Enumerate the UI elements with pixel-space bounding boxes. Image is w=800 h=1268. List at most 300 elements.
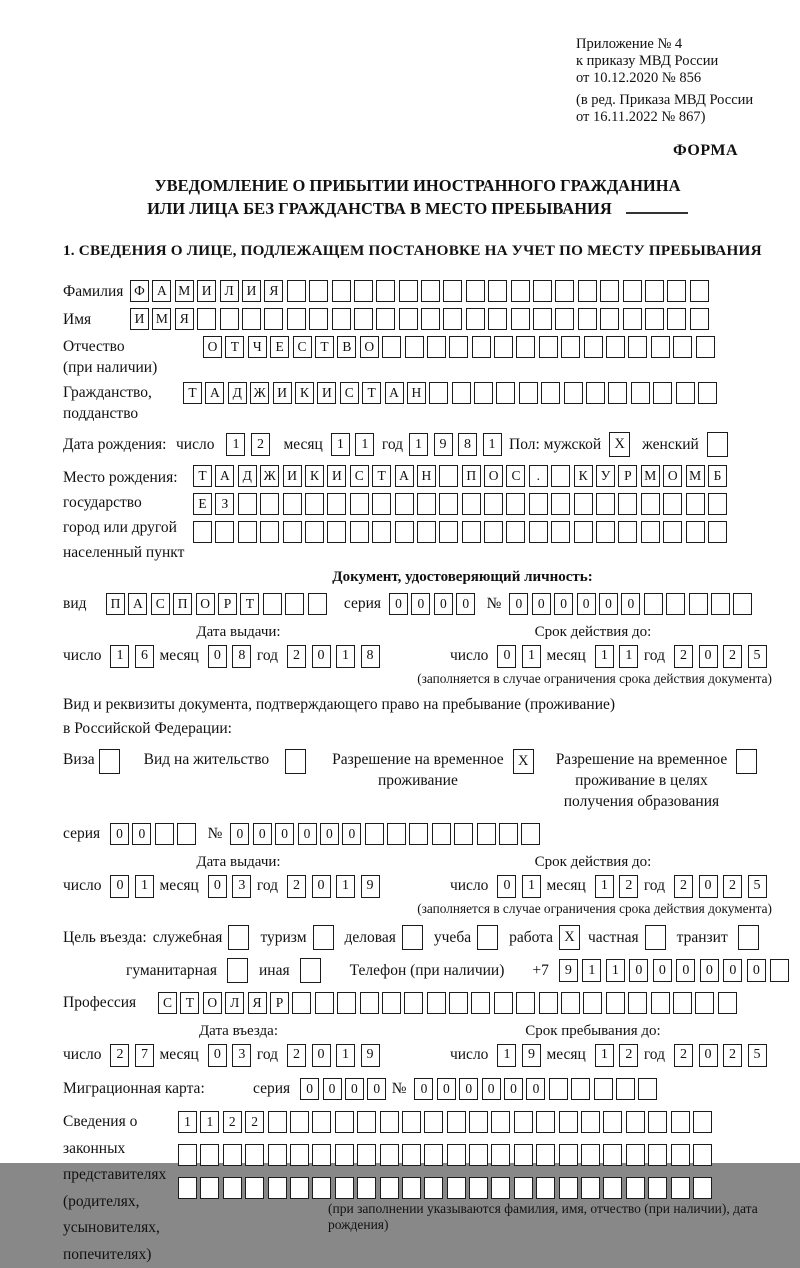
form-cell[interactable] bbox=[268, 1144, 287, 1166]
form-cell[interactable] bbox=[223, 1177, 242, 1199]
form-cell[interactable] bbox=[335, 1144, 354, 1166]
form-cell[interactable] bbox=[312, 1144, 331, 1166]
form-cell[interactable] bbox=[260, 521, 279, 543]
form-cell[interactable] bbox=[424, 1111, 443, 1133]
form-cell[interactable]: С bbox=[340, 382, 359, 404]
form-cell[interactable] bbox=[357, 1177, 376, 1199]
form-cell[interactable]: М bbox=[152, 308, 171, 330]
form-cell[interactable]: Д bbox=[238, 465, 257, 487]
form-cell[interactable]: 5 bbox=[748, 875, 767, 898]
form-cell[interactable]: 2 bbox=[674, 875, 693, 898]
form-cell[interactable] bbox=[263, 593, 282, 615]
form-cell[interactable]: 9 bbox=[522, 1044, 541, 1067]
temporary-residence-education-checkbox[interactable] bbox=[736, 749, 757, 774]
form-cell[interactable]: 0 bbox=[110, 875, 129, 898]
form-cell[interactable] bbox=[354, 280, 373, 302]
form-cell[interactable]: 2 bbox=[223, 1111, 242, 1133]
form-cell[interactable]: 0 bbox=[676, 959, 695, 982]
form-cell[interactable]: 0 bbox=[230, 823, 249, 845]
form-cell[interactable] bbox=[200, 1177, 219, 1199]
form-cell[interactable] bbox=[506, 493, 525, 515]
form-cell[interactable] bbox=[399, 280, 418, 302]
form-cell[interactable] bbox=[644, 593, 663, 615]
form-cell[interactable] bbox=[693, 1177, 712, 1199]
form-cell[interactable]: 0 bbox=[482, 1078, 501, 1100]
form-cell[interactable] bbox=[454, 823, 473, 845]
form-cell[interactable]: 1 bbox=[110, 645, 129, 668]
form-cell[interactable] bbox=[305, 521, 324, 543]
form-cell[interactable]: 6 bbox=[135, 645, 154, 668]
form-cell[interactable] bbox=[616, 1078, 635, 1100]
residence-permit-checkbox[interactable] bbox=[285, 749, 306, 774]
form-cell[interactable]: С bbox=[506, 465, 525, 487]
form-cell[interactable] bbox=[360, 992, 379, 1014]
form-cell[interactable] bbox=[600, 280, 619, 302]
form-cell[interactable] bbox=[533, 308, 552, 330]
form-cell[interactable] bbox=[628, 992, 647, 1014]
form-cell[interactable]: Ж bbox=[250, 382, 269, 404]
form-cell[interactable]: 1 bbox=[595, 875, 614, 898]
form-cell[interactable]: Т bbox=[372, 465, 391, 487]
form-cell[interactable]: 0 bbox=[459, 1078, 478, 1100]
form-cell[interactable] bbox=[641, 493, 660, 515]
form-cell[interactable] bbox=[238, 493, 257, 515]
form-cell[interactable] bbox=[499, 823, 518, 845]
form-cell[interactable] bbox=[223, 1144, 242, 1166]
temporary-residence-checkbox[interactable]: X bbox=[513, 749, 534, 774]
form-cell[interactable]: Е bbox=[270, 336, 289, 358]
form-cell[interactable] bbox=[626, 1177, 645, 1199]
form-cell[interactable] bbox=[264, 308, 283, 330]
form-cell[interactable]: П bbox=[462, 465, 481, 487]
form-cell[interactable] bbox=[711, 593, 730, 615]
form-cell[interactable] bbox=[215, 521, 234, 543]
form-cell[interactable] bbox=[372, 521, 391, 543]
form-cell[interactable] bbox=[529, 493, 548, 515]
form-cell[interactable]: О bbox=[360, 336, 379, 358]
form-cell[interactable] bbox=[309, 280, 328, 302]
form-cell[interactable]: Д bbox=[228, 382, 247, 404]
form-cell[interactable] bbox=[618, 521, 637, 543]
form-cell[interactable]: Я bbox=[248, 992, 267, 1014]
form-cell[interactable] bbox=[676, 382, 695, 404]
form-cell[interactable] bbox=[469, 1177, 488, 1199]
form-cell[interactable]: 1 bbox=[200, 1111, 219, 1133]
form-cell[interactable] bbox=[452, 382, 471, 404]
form-cell[interactable] bbox=[491, 1177, 510, 1199]
form-cell[interactable] bbox=[466, 308, 485, 330]
form-cell[interactable]: 2 bbox=[619, 1044, 638, 1067]
form-cell[interactable] bbox=[488, 280, 507, 302]
form-cell[interactable] bbox=[586, 382, 605, 404]
form-cell[interactable]: Т bbox=[225, 336, 244, 358]
form-cell[interactable]: М bbox=[175, 280, 194, 302]
form-cell[interactable]: 1 bbox=[226, 433, 245, 456]
form-cell[interactable] bbox=[427, 992, 446, 1014]
form-cell[interactable]: 0 bbox=[456, 593, 475, 615]
form-cell[interactable]: 0 bbox=[437, 1078, 456, 1100]
form-cell[interactable] bbox=[519, 382, 538, 404]
form-cell[interactable] bbox=[439, 465, 458, 487]
form-cell[interactable]: 0 bbox=[509, 593, 528, 615]
form-cell[interactable] bbox=[238, 521, 257, 543]
purpose-transit-checkbox[interactable] bbox=[738, 925, 759, 950]
form-cell[interactable]: Я bbox=[264, 280, 283, 302]
form-cell[interactable] bbox=[488, 308, 507, 330]
form-cell[interactable] bbox=[429, 382, 448, 404]
form-cell[interactable]: 0 bbox=[312, 1044, 331, 1067]
form-cell[interactable] bbox=[496, 382, 515, 404]
form-cell[interactable] bbox=[663, 493, 682, 515]
form-cell[interactable]: И bbox=[130, 308, 149, 330]
form-cell[interactable]: Р bbox=[218, 593, 237, 615]
form-cell[interactable] bbox=[283, 493, 302, 515]
form-cell[interactable] bbox=[200, 1144, 219, 1166]
form-cell[interactable] bbox=[651, 992, 670, 1014]
form-cell[interactable]: 0 bbox=[312, 875, 331, 898]
form-cell[interactable] bbox=[178, 1144, 197, 1166]
form-cell[interactable] bbox=[354, 308, 373, 330]
form-cell[interactable] bbox=[395, 521, 414, 543]
form-cell[interactable] bbox=[516, 336, 535, 358]
form-cell[interactable]: К bbox=[305, 465, 324, 487]
form-cell[interactable] bbox=[733, 593, 752, 615]
form-cell[interactable]: К bbox=[295, 382, 314, 404]
form-cell[interactable] bbox=[402, 1177, 421, 1199]
form-cell[interactable] bbox=[285, 593, 304, 615]
form-cell[interactable] bbox=[686, 521, 705, 543]
form-cell[interactable]: 1 bbox=[409, 433, 428, 456]
form-cell[interactable] bbox=[287, 280, 306, 302]
form-cell[interactable] bbox=[439, 493, 458, 515]
form-cell[interactable] bbox=[521, 823, 540, 845]
form-cell[interactable]: 0 bbox=[208, 645, 227, 668]
form-cell[interactable]: 1 bbox=[336, 875, 355, 898]
form-cell[interactable]: 3 bbox=[232, 875, 251, 898]
form-cell[interactable] bbox=[421, 308, 440, 330]
form-cell[interactable] bbox=[581, 1177, 600, 1199]
form-cell[interactable] bbox=[608, 382, 627, 404]
form-cell[interactable] bbox=[462, 493, 481, 515]
form-cell[interactable]: 2 bbox=[110, 1044, 129, 1067]
form-cell[interactable]: 2 bbox=[287, 1044, 306, 1067]
form-cell[interactable]: 0 bbox=[699, 645, 718, 668]
form-cell[interactable] bbox=[402, 1111, 421, 1133]
form-cell[interactable] bbox=[308, 593, 327, 615]
form-cell[interactable] bbox=[474, 382, 493, 404]
form-cell[interactable] bbox=[603, 1144, 622, 1166]
form-cell[interactable] bbox=[357, 1144, 376, 1166]
form-cell[interactable]: 0 bbox=[342, 823, 361, 845]
form-cell[interactable] bbox=[404, 992, 423, 1014]
form-cell[interactable]: О bbox=[484, 465, 503, 487]
form-cell[interactable] bbox=[578, 308, 597, 330]
form-cell[interactable]: 0 bbox=[434, 593, 453, 615]
form-cell[interactable] bbox=[631, 382, 650, 404]
form-cell[interactable]: С bbox=[293, 336, 312, 358]
form-cell[interactable] bbox=[424, 1144, 443, 1166]
purpose-humanitarian-checkbox[interactable] bbox=[227, 958, 248, 983]
form-cell[interactable] bbox=[648, 1111, 667, 1133]
form-cell[interactable] bbox=[603, 1111, 622, 1133]
form-cell[interactable]: 0 bbox=[497, 645, 516, 668]
form-cell[interactable]: 2 bbox=[287, 875, 306, 898]
form-cell[interactable]: . bbox=[529, 465, 548, 487]
form-cell[interactable]: Т bbox=[180, 992, 199, 1014]
form-cell[interactable] bbox=[312, 1111, 331, 1133]
form-cell[interactable] bbox=[350, 521, 369, 543]
form-cell[interactable]: 0 bbox=[275, 823, 294, 845]
form-cell[interactable] bbox=[469, 1144, 488, 1166]
form-cell[interactable]: Ч bbox=[248, 336, 267, 358]
form-cell[interactable] bbox=[536, 1177, 555, 1199]
form-cell[interactable]: О bbox=[203, 336, 222, 358]
form-cell[interactable] bbox=[376, 308, 395, 330]
form-cell[interactable] bbox=[561, 336, 580, 358]
form-cell[interactable]: 1 bbox=[582, 959, 601, 982]
form-cell[interactable] bbox=[484, 521, 503, 543]
form-cell[interactable] bbox=[268, 1177, 287, 1199]
form-cell[interactable]: Т bbox=[183, 382, 202, 404]
form-cell[interactable]: 0 bbox=[208, 1044, 227, 1067]
form-cell[interactable]: 0 bbox=[312, 645, 331, 668]
form-cell[interactable]: 2 bbox=[723, 645, 742, 668]
form-cell[interactable] bbox=[641, 521, 660, 543]
form-cell[interactable]: 0 bbox=[653, 959, 672, 982]
form-cell[interactable] bbox=[663, 521, 682, 543]
form-cell[interactable]: 9 bbox=[559, 959, 578, 982]
form-cell[interactable] bbox=[177, 823, 196, 845]
form-cell[interactable] bbox=[245, 1177, 264, 1199]
form-cell[interactable] bbox=[671, 1177, 690, 1199]
form-cell[interactable] bbox=[242, 308, 261, 330]
form-cell[interactable] bbox=[653, 382, 672, 404]
form-cell[interactable] bbox=[193, 521, 212, 543]
form-cell[interactable] bbox=[623, 280, 642, 302]
form-cell[interactable]: 8 bbox=[458, 433, 477, 456]
sex-female-checkbox[interactable] bbox=[707, 432, 728, 457]
form-cell[interactable]: 2 bbox=[674, 1044, 693, 1067]
form-cell[interactable] bbox=[472, 336, 491, 358]
form-cell[interactable] bbox=[555, 308, 574, 330]
form-cell[interactable]: С bbox=[151, 593, 170, 615]
form-cell[interactable]: 0 bbox=[320, 823, 339, 845]
form-cell[interactable] bbox=[332, 308, 351, 330]
form-cell[interactable]: П bbox=[106, 593, 125, 615]
sex-male-checkbox[interactable]: X bbox=[609, 432, 630, 457]
form-cell[interactable]: А bbox=[128, 593, 147, 615]
form-cell[interactable] bbox=[312, 1177, 331, 1199]
form-cell[interactable]: 0 bbox=[300, 1078, 319, 1100]
form-cell[interactable]: 1 bbox=[522, 645, 541, 668]
form-cell[interactable]: И bbox=[242, 280, 261, 302]
form-cell[interactable]: 0 bbox=[699, 1044, 718, 1067]
form-cell[interactable]: Р bbox=[270, 992, 289, 1014]
form-cell[interactable] bbox=[686, 493, 705, 515]
form-cell[interactable]: 0 bbox=[599, 593, 618, 615]
form-cell[interactable] bbox=[178, 1177, 197, 1199]
form-cell[interactable] bbox=[708, 493, 727, 515]
form-cell[interactable]: 7 bbox=[135, 1044, 154, 1067]
form-cell[interactable] bbox=[380, 1144, 399, 1166]
form-cell[interactable]: Н bbox=[407, 382, 426, 404]
form-cell[interactable]: 5 bbox=[748, 1044, 767, 1067]
form-cell[interactable] bbox=[581, 1111, 600, 1133]
form-cell[interactable] bbox=[484, 493, 503, 515]
form-cell[interactable] bbox=[283, 521, 302, 543]
form-cell[interactable]: 0 bbox=[504, 1078, 523, 1100]
form-cell[interactable] bbox=[511, 280, 530, 302]
form-cell[interactable]: 2 bbox=[245, 1111, 264, 1133]
form-cell[interactable] bbox=[651, 336, 670, 358]
form-cell[interactable]: 3 bbox=[232, 1044, 251, 1067]
form-cell[interactable]: 0 bbox=[345, 1078, 364, 1100]
form-cell[interactable] bbox=[564, 382, 583, 404]
form-cell[interactable] bbox=[583, 992, 602, 1014]
form-cell[interactable] bbox=[365, 823, 384, 845]
form-cell[interactable] bbox=[673, 336, 692, 358]
form-cell[interactable]: Ф bbox=[130, 280, 149, 302]
form-cell[interactable] bbox=[382, 336, 401, 358]
form-cell[interactable] bbox=[443, 280, 462, 302]
form-cell[interactable]: 5 bbox=[748, 645, 767, 668]
form-cell[interactable]: 0 bbox=[323, 1078, 342, 1100]
form-cell[interactable]: 1 bbox=[483, 433, 502, 456]
form-cell[interactable] bbox=[667, 308, 686, 330]
form-cell[interactable] bbox=[506, 521, 525, 543]
form-cell[interactable] bbox=[491, 1111, 510, 1133]
form-cell[interactable] bbox=[290, 1177, 309, 1199]
form-cell[interactable] bbox=[667, 280, 686, 302]
form-cell[interactable]: И bbox=[327, 465, 346, 487]
purpose-study-checkbox[interactable] bbox=[477, 925, 498, 950]
form-cell[interactable]: 2 bbox=[723, 1044, 742, 1067]
form-cell[interactable] bbox=[337, 992, 356, 1014]
form-cell[interactable] bbox=[491, 1144, 510, 1166]
form-cell[interactable] bbox=[514, 1111, 533, 1133]
form-cell[interactable] bbox=[477, 823, 496, 845]
form-cell[interactable] bbox=[618, 493, 637, 515]
form-cell[interactable] bbox=[549, 1078, 568, 1100]
form-cell[interactable] bbox=[494, 336, 513, 358]
form-cell[interactable]: А bbox=[395, 465, 414, 487]
form-cell[interactable] bbox=[421, 280, 440, 302]
form-cell[interactable] bbox=[698, 382, 717, 404]
form-cell[interactable] bbox=[443, 308, 462, 330]
form-cell[interactable]: А bbox=[205, 382, 224, 404]
form-cell[interactable] bbox=[447, 1144, 466, 1166]
form-cell[interactable] bbox=[574, 521, 593, 543]
form-cell[interactable] bbox=[689, 593, 708, 615]
visa-checkbox[interactable] bbox=[99, 749, 120, 774]
form-cell[interactable] bbox=[648, 1144, 667, 1166]
form-cell[interactable] bbox=[666, 593, 685, 615]
form-cell[interactable]: К bbox=[574, 465, 593, 487]
form-cell[interactable]: 0 bbox=[700, 959, 719, 982]
form-cell[interactable] bbox=[671, 1111, 690, 1133]
form-cell[interactable]: А bbox=[152, 280, 171, 302]
form-cell[interactable] bbox=[327, 493, 346, 515]
purpose-private-checkbox[interactable] bbox=[645, 925, 666, 950]
form-cell[interactable] bbox=[380, 1177, 399, 1199]
form-cell[interactable] bbox=[399, 308, 418, 330]
form-cell[interactable] bbox=[439, 521, 458, 543]
form-cell[interactable]: 1 bbox=[619, 645, 638, 668]
form-cell[interactable]: 2 bbox=[251, 433, 270, 456]
form-cell[interactable] bbox=[696, 336, 715, 358]
form-cell[interactable] bbox=[539, 992, 558, 1014]
form-cell[interactable] bbox=[574, 493, 593, 515]
form-cell[interactable] bbox=[511, 308, 530, 330]
form-cell[interactable] bbox=[561, 992, 580, 1014]
form-cell[interactable] bbox=[551, 493, 570, 515]
form-cell[interactable]: 2 bbox=[619, 875, 638, 898]
form-cell[interactable] bbox=[380, 1111, 399, 1133]
form-cell[interactable]: П bbox=[173, 593, 192, 615]
form-cell[interactable] bbox=[405, 336, 424, 358]
form-cell[interactable] bbox=[402, 1144, 421, 1166]
form-cell[interactable]: В bbox=[337, 336, 356, 358]
form-cell[interactable] bbox=[594, 1078, 613, 1100]
form-cell[interactable] bbox=[514, 1144, 533, 1166]
form-cell[interactable]: 0 bbox=[497, 875, 516, 898]
form-cell[interactable] bbox=[469, 1111, 488, 1133]
form-cell[interactable]: Ж bbox=[260, 465, 279, 487]
form-cell[interactable] bbox=[581, 1144, 600, 1166]
form-cell[interactable]: 9 bbox=[434, 433, 453, 456]
form-cell[interactable] bbox=[533, 280, 552, 302]
form-cell[interactable] bbox=[494, 992, 513, 1014]
form-cell[interactable]: 1 bbox=[336, 645, 355, 668]
form-cell[interactable] bbox=[536, 1144, 555, 1166]
form-cell[interactable]: 2 bbox=[674, 645, 693, 668]
form-cell[interactable]: 1 bbox=[135, 875, 154, 898]
form-cell[interactable]: 1 bbox=[178, 1111, 197, 1133]
form-cell[interactable]: 8 bbox=[361, 645, 380, 668]
form-cell[interactable] bbox=[693, 1111, 712, 1133]
form-cell[interactable] bbox=[693, 1144, 712, 1166]
form-cell[interactable] bbox=[571, 1078, 590, 1100]
form-cell[interactable]: 0 bbox=[526, 1078, 545, 1100]
form-cell[interactable] bbox=[551, 465, 570, 487]
form-cell[interactable]: Б bbox=[708, 465, 727, 487]
form-cell[interactable] bbox=[690, 308, 709, 330]
form-cell[interactable] bbox=[155, 823, 174, 845]
form-cell[interactable]: 1 bbox=[522, 875, 541, 898]
form-cell[interactable]: 0 bbox=[554, 593, 573, 615]
form-cell[interactable]: О bbox=[663, 465, 682, 487]
purpose-tourism-checkbox[interactable] bbox=[313, 925, 334, 950]
form-cell[interactable] bbox=[382, 992, 401, 1014]
form-cell[interactable]: 0 bbox=[132, 823, 151, 845]
form-cell[interactable] bbox=[432, 823, 451, 845]
form-cell[interactable]: 1 bbox=[595, 645, 614, 668]
purpose-work-checkbox[interactable]: X bbox=[559, 925, 580, 950]
form-cell[interactable] bbox=[409, 823, 428, 845]
form-cell[interactable]: М bbox=[641, 465, 660, 487]
form-cell[interactable]: И bbox=[273, 382, 292, 404]
form-cell[interactable] bbox=[268, 1111, 287, 1133]
form-cell[interactable]: Т bbox=[240, 593, 259, 615]
form-cell[interactable] bbox=[648, 1177, 667, 1199]
form-cell[interactable] bbox=[770, 959, 789, 982]
form-cell[interactable] bbox=[708, 521, 727, 543]
form-cell[interactable] bbox=[718, 992, 737, 1014]
form-cell[interactable] bbox=[671, 1144, 690, 1166]
form-cell[interactable]: 0 bbox=[699, 875, 718, 898]
purpose-official-checkbox[interactable] bbox=[228, 925, 249, 950]
form-cell[interactable]: Я bbox=[175, 308, 194, 330]
